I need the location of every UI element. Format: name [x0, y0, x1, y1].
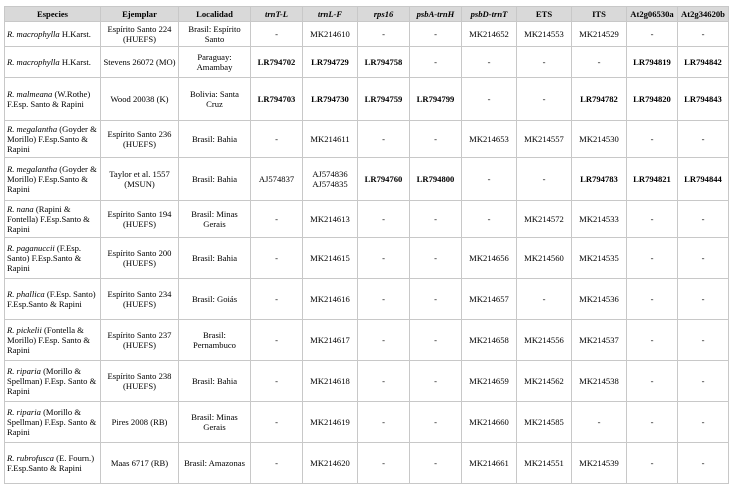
ejemplar-cell: Espírito Santo 224 (HUEFS) [101, 22, 179, 47]
header-its: ITS [572, 7, 627, 22]
accession-psbd-trnt: MK214657 [462, 279, 517, 320]
species-author: (Fontella & Morillo) F.Esp. Santo & Rapini [7, 325, 91, 355]
ejemplar-cell: Stevens 26072 (MO) [101, 47, 179, 78]
accession-trnl-f: AJ574836 AJ574835 [303, 158, 358, 201]
ejemplar-cell: Espírito Santo 234 (HUEFS) [101, 279, 179, 320]
accession-trnt-l: - [251, 402, 303, 443]
ejemplar-cell: Wood 20038 (K) [101, 78, 179, 121]
localidad-cell: Brasil: Bahia [179, 158, 251, 201]
table-row [5, 402, 729, 443]
species-cell [5, 201, 101, 238]
accession-psbd-trnt: - [462, 201, 517, 238]
accession-trnt-l: - [251, 361, 303, 402]
table-row [5, 238, 729, 279]
species-cell [5, 320, 101, 361]
accession-psba-trnh: - [410, 402, 462, 443]
accession-rps16: LR794760 [358, 158, 410, 201]
species-cell [5, 402, 101, 443]
header-ejemplar: Ejemplar [101, 7, 179, 22]
table-row [5, 22, 729, 47]
accession-psba-trnh: LR794799 [410, 78, 462, 121]
accession-psba-trnh: - [410, 320, 462, 361]
table-row [5, 158, 729, 201]
accession-rps16: LR794758 [358, 47, 410, 78]
species-cell [5, 361, 101, 402]
species-name: R. megalantha [7, 164, 58, 174]
accession-trnl-f: MK214615 [303, 238, 358, 279]
accession-at2g06530a: - [627, 443, 678, 484]
localidad-cell: Brasil: Minas Gerais [179, 402, 251, 443]
localidad-cell: Brasil: Goiás [179, 279, 251, 320]
accession-rps16: - [358, 443, 410, 484]
ejemplar-cell: Maas 6717 (RB) [101, 443, 179, 484]
accession-at2g34620b: - [678, 22, 729, 47]
accession-trnl-f: MK214619 [303, 402, 358, 443]
species-author: (Goyder & Morillo) F.Esp.Santo & Rapini [7, 164, 97, 194]
accession-rps16: - [358, 402, 410, 443]
accession-rps16: - [358, 22, 410, 47]
accession-rps16: - [358, 201, 410, 238]
species-name: R. megalantha [7, 124, 58, 134]
species-cell [5, 279, 101, 320]
accession-trnt-l: - [251, 320, 303, 361]
header-especies: Especies [5, 7, 101, 22]
species-author: H.Karst. [61, 29, 91, 39]
accession-at2g06530a: LR794820 [627, 78, 678, 121]
accession-ets: MK214556 [517, 320, 572, 361]
accession-at2g34620b: - [678, 279, 729, 320]
accession-trnl-f: MK214613 [303, 201, 358, 238]
species-cell [5, 22, 101, 47]
species-cell [5, 47, 101, 78]
localidad-cell: Paraguay: Amambay [179, 47, 251, 78]
table-row [5, 279, 729, 320]
species-author: (Goyder & Morillo) F.Esp.Santo & Rapini [7, 124, 97, 154]
accession-psba-trnh: - [410, 47, 462, 78]
accession-at2g06530a: - [627, 402, 678, 443]
accession-trnt-l: - [251, 201, 303, 238]
species-name: R. riparia [7, 407, 41, 417]
accession-its: MK214530 [572, 121, 627, 158]
ejemplar-cell: Espírito Santo 194 (HUEFS) [101, 201, 179, 238]
accession-trnl-f: MK214618 [303, 361, 358, 402]
accession-psba-trnh: - [410, 361, 462, 402]
accession-ets: - [517, 158, 572, 201]
ejemplar-cell: Taylor et al. 1557 (MSUN) [101, 158, 179, 201]
header-trnl-f: trnL-F [303, 7, 358, 22]
accession-at2g34620b: - [678, 443, 729, 484]
header-at2g34620b: At2g34620b [678, 7, 729, 22]
accession-its: LR794782 [572, 78, 627, 121]
species-cell [5, 238, 101, 279]
accession-its: MK214539 [572, 443, 627, 484]
accession-psbd-trnt: - [462, 78, 517, 121]
accession-psbd-trnt: MK214652 [462, 22, 517, 47]
accession-psba-trnh: - [410, 443, 462, 484]
header-rps16: rps16 [358, 7, 410, 22]
species-name: R. macrophylla [7, 57, 60, 67]
accession-at2g06530a: - [627, 121, 678, 158]
localidad-cell: Brasil: Bahia [179, 238, 251, 279]
accession-at2g34620b: - [678, 238, 729, 279]
species-name: R. phallica [7, 289, 45, 299]
table-row [5, 320, 729, 361]
table-row [5, 201, 729, 238]
accession-its: - [572, 47, 627, 78]
accession-psba-trnh: - [410, 201, 462, 238]
species-author: (Rapini & Fontella) F.Esp.Santo & Rapini [7, 204, 90, 234]
accession-trnl-f: MK214620 [303, 443, 358, 484]
header-at2g06530a: At2g06530a [627, 7, 678, 22]
accession-rps16: - [358, 361, 410, 402]
ejemplar-cell: Espírito Santo 237 (HUEFS) [101, 320, 179, 361]
species-name: R. malmeana [7, 89, 53, 99]
accession-at2g06530a: - [627, 361, 678, 402]
species-author: (F.Esp. Santo) F.Esp.Santo & Rapini [7, 289, 96, 309]
accession-psbd-trnt: - [462, 158, 517, 201]
accession-rps16: - [358, 279, 410, 320]
accession-its: MK214533 [572, 201, 627, 238]
accession-at2g06530a: - [627, 320, 678, 361]
species-name: R. nana [7, 204, 34, 214]
species-cell [5, 443, 101, 484]
accession-psba-trnh: - [410, 22, 462, 47]
accession-psbd-trnt: MK214656 [462, 238, 517, 279]
species-cell [5, 78, 101, 121]
localidad-cell: Brasil: Pernambuco [179, 320, 251, 361]
header-psba-trnh: psbA-trnH [410, 7, 462, 22]
ejemplar-cell: Espírito Santo 200 (HUEFS) [101, 238, 179, 279]
species-author: (E. Fourn.) F.Esp.Santo & Rapini [7, 453, 95, 473]
accession-ets: MK214553 [517, 22, 572, 47]
accession-its: LR794783 [572, 158, 627, 201]
table-row [5, 443, 729, 484]
accession-at2g34620b: LR794842 [678, 47, 729, 78]
species-name: R. rubrofusca [7, 453, 54, 463]
species-name: R. paganuccii [7, 243, 55, 253]
accession-psbd-trnt: MK214660 [462, 402, 517, 443]
accession-its: MK214536 [572, 279, 627, 320]
accession-ets: - [517, 47, 572, 78]
accession-psbd-trnt: MK214661 [462, 443, 517, 484]
species-cell [5, 158, 101, 201]
accession-at2g06530a: - [627, 238, 678, 279]
ejemplar-cell: Pires 2008 (RB) [101, 402, 179, 443]
accession-trnl-f: MK214611 [303, 121, 358, 158]
localidad-cell: Brasil: Bahia [179, 361, 251, 402]
accession-trnt-l: - [251, 22, 303, 47]
accession-at2g06530a: LR794821 [627, 158, 678, 201]
accession-ets: MK214585 [517, 402, 572, 443]
accession-at2g34620b: - [678, 201, 729, 238]
accession-psbd-trnt: MK214658 [462, 320, 517, 361]
accession-at2g06530a: - [627, 201, 678, 238]
localidad-cell: Bolivia: Santa Cruz [179, 78, 251, 121]
accession-ets: MK214562 [517, 361, 572, 402]
accession-trnt-l: LR794702 [251, 47, 303, 78]
accession-trnt-l: LR794703 [251, 78, 303, 121]
table-row [5, 78, 729, 121]
accession-its: MK214538 [572, 361, 627, 402]
species-author: (Morillo & Spellman) F.Esp. Santo & Rapini [7, 366, 97, 396]
table-row [5, 121, 729, 158]
accession-at2g34620b: - [678, 402, 729, 443]
accession-trnt-l: AJ574837 [251, 158, 303, 201]
accession-ets: MK214572 [517, 201, 572, 238]
accession-psbd-trnt: - [462, 47, 517, 78]
accession-ets: - [517, 78, 572, 121]
header-row [5, 7, 729, 22]
species-name: R. riparia [7, 366, 41, 376]
table-row [5, 361, 729, 402]
localidad-cell: Brasil: Espírito Santo [179, 22, 251, 47]
species-author: (Morillo & Spellman) F.Esp. Santo & Rapini [7, 407, 97, 437]
species-author: (W.Rothe) F.Esp. Santo & Rapini [7, 89, 91, 109]
accession-at2g34620b: - [678, 121, 729, 158]
species-name: R. pickelii [7, 325, 42, 335]
accession-ets: MK214551 [517, 443, 572, 484]
accession-trnt-l: - [251, 238, 303, 279]
accession-at2g34620b: LR794843 [678, 78, 729, 121]
header-ets: ETS [517, 7, 572, 22]
accession-trnl-f: MK214616 [303, 279, 358, 320]
accession-trnl-f: MK214610 [303, 22, 358, 47]
accession-at2g06530a: LR794819 [627, 47, 678, 78]
accession-psbd-trnt: MK214653 [462, 121, 517, 158]
accession-trnl-f: MK214617 [303, 320, 358, 361]
accession-its: MK214537 [572, 320, 627, 361]
accession-at2g06530a: - [627, 279, 678, 320]
accession-trnl-f: LR794730 [303, 78, 358, 121]
accession-psba-trnh: - [410, 121, 462, 158]
ejemplar-cell: Espírito Santo 236 (HUEFS) [101, 121, 179, 158]
accession-psbd-trnt: MK214659 [462, 361, 517, 402]
accession-at2g06530a: - [627, 22, 678, 47]
accession-its: - [572, 402, 627, 443]
header-localidad: Localidad [179, 7, 251, 22]
accession-ets: - [517, 279, 572, 320]
accession-at2g34620b: - [678, 361, 729, 402]
localidad-cell: Brasil: Minas Gerais [179, 201, 251, 238]
accession-psba-trnh: - [410, 279, 462, 320]
accession-rps16: LR794759 [358, 78, 410, 121]
header-psbd-trnt: psbD-trnT [462, 7, 517, 22]
species-cell [5, 121, 101, 158]
accession-trnt-l: - [251, 121, 303, 158]
accession-psba-trnh: - [410, 238, 462, 279]
accession-trnl-f: LR794729 [303, 47, 358, 78]
header-trnt-l: trnT-L [251, 7, 303, 22]
accession-its: MK214529 [572, 22, 627, 47]
accession-ets: MK214560 [517, 238, 572, 279]
accession-trnt-l: - [251, 443, 303, 484]
localidad-cell: Brasil: Amazonas [179, 443, 251, 484]
accession-rps16: - [358, 121, 410, 158]
accession-at2g34620b: - [678, 320, 729, 361]
species-author: (F.Esp. Santo) F.Esp.Santo & Rapini [7, 243, 82, 273]
accession-its: MK214535 [572, 238, 627, 279]
accession-rps16: - [358, 238, 410, 279]
accession-ets: MK214557 [517, 121, 572, 158]
accession-rps16: - [358, 320, 410, 361]
localidad-cell: Brasil: Bahia [179, 121, 251, 158]
table-row [5, 47, 729, 78]
accession-at2g34620b: LR794844 [678, 158, 729, 201]
accession-psba-trnh: LR794800 [410, 158, 462, 201]
accession-trnt-l: - [251, 279, 303, 320]
ejemplar-cell: Espírito Santo 238 (HUEFS) [101, 361, 179, 402]
species-name: R. macrophylla [7, 29, 60, 39]
specimen-table [4, 6, 729, 484]
species-author: H.Karst. [61, 57, 91, 67]
